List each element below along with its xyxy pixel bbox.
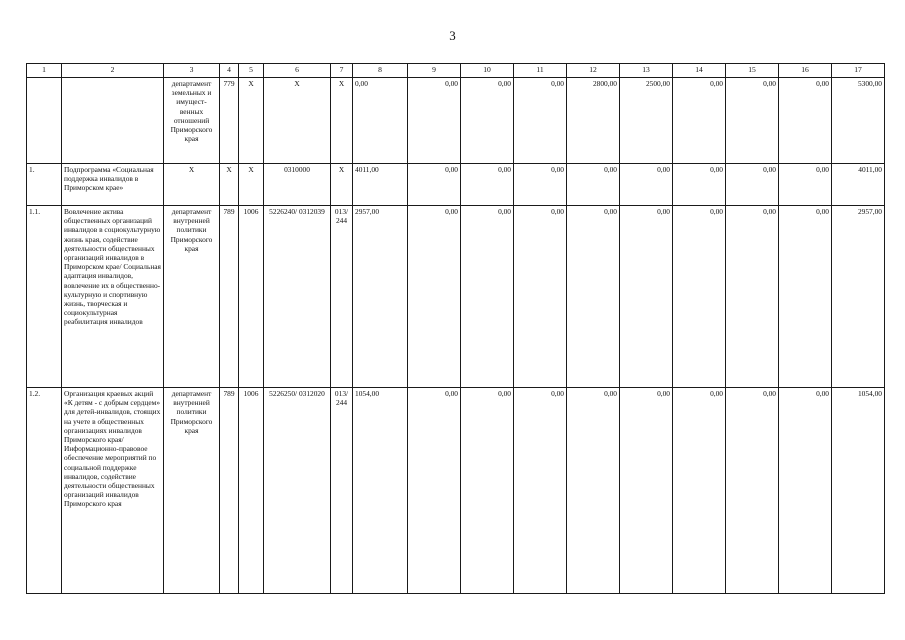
amount-cell: 0,00	[779, 78, 832, 164]
amount-cell: 0,00	[408, 78, 461, 164]
column-header: 11	[514, 64, 567, 78]
amount-cell: 0,00	[408, 388, 461, 594]
amount-cell: 0,00	[461, 78, 514, 164]
executor-cell: департамент земельных и имущест-венных отношений Приморского края	[164, 78, 220, 164]
amount-cell: 0,00	[567, 206, 620, 388]
amount-cell: 0,00	[673, 164, 726, 206]
row-number-cell: 1.	[27, 164, 62, 206]
total-cell: 4011,00	[832, 164, 885, 206]
amount-cell: 0,00	[567, 164, 620, 206]
total-cell: 1054,00	[832, 388, 885, 594]
amount-cell: 0,00	[514, 388, 567, 594]
column-header: 14	[673, 64, 726, 78]
amount-cell: 0,00	[726, 388, 779, 594]
amount-cell: 2957,00	[353, 206, 408, 388]
table-row	[27, 388, 885, 594]
budget-table	[26, 63, 885, 594]
grbs-code-cell: Х	[220, 164, 239, 206]
column-header: 4	[220, 64, 239, 78]
table-header-row	[27, 64, 885, 78]
grbs-code-cell: 789	[220, 388, 239, 594]
measure-name-cell: Подпрограмма «Социальная поддержка инвалидов в Приморском крае»	[62, 164, 164, 206]
expense-type-cell: Х	[331, 78, 353, 164]
amount-cell: 0,00	[408, 206, 461, 388]
column-header: 17	[832, 64, 885, 78]
section-code-cell: Х	[239, 78, 264, 164]
amount-cell: 0,00	[567, 388, 620, 594]
table-row	[27, 164, 885, 206]
amount-cell: 4011,00	[353, 164, 408, 206]
table-row	[27, 78, 885, 164]
row-number-cell: 1.2.	[27, 388, 62, 594]
column-header: 2	[62, 64, 164, 78]
expense-type-cell: 013/ 244	[331, 388, 353, 594]
measure-name-cell: Организация краевых акций «К детям - с добрым сердцем» для детей-инвалидов, стоящих на учете в общественных организациях инвалидов Приморского края/ Информационно-правовое обеспечение мероприятий по социальной поддержке инвалидов, содействие деятельности общественных организаций инвалидов Приморского края	[62, 388, 164, 594]
amount-cell: 0,00	[779, 388, 832, 594]
expense-type-cell: 013/ 244	[331, 206, 353, 388]
target-article-cell: Х	[264, 78, 331, 164]
amount-cell: 0,00	[673, 78, 726, 164]
executor-cell: департамент внутренней политики Приморского края	[164, 206, 220, 388]
section-code-cell: 1006	[239, 388, 264, 594]
amount-cell: 0,00	[353, 78, 408, 164]
executor-cell: Х	[164, 164, 220, 206]
amount-cell: 0,00	[673, 388, 726, 594]
section-code-cell: Х	[239, 164, 264, 206]
grbs-code-cell: 789	[220, 206, 239, 388]
amount-cell: 2500,00	[620, 78, 673, 164]
amount-cell: 0,00	[779, 164, 832, 206]
total-cell: 5300,00	[832, 78, 885, 164]
grbs-code-cell: 779	[220, 78, 239, 164]
amount-cell: 0,00	[514, 164, 567, 206]
target-article-cell: 5226240/ 0312039	[264, 206, 331, 388]
column-header: 6	[264, 64, 331, 78]
executor-cell: департамент внутренней политики Приморского края	[164, 388, 220, 594]
amount-cell: 0,00	[408, 164, 461, 206]
amount-cell: 0,00	[673, 206, 726, 388]
measure-name-cell	[62, 78, 164, 164]
row-number-cell: 1.1.	[27, 206, 62, 388]
column-header: 12	[567, 64, 620, 78]
amount-cell: 0,00	[620, 388, 673, 594]
measure-name-cell: Вовлечение актива общественных организаций инвалидов в социокультурную жизнь края, содействие деятельности общественных организаций инвалидов в Приморском крае/ Социальная адаптация инвалидов, вовлечение их в общественно-культурную и спортивную жизнь, творческая и социокультурная реабилитация инвалидов	[62, 206, 164, 388]
amount-cell: 0,00	[461, 388, 514, 594]
column-header: 15	[726, 64, 779, 78]
amount-cell: 0,00	[726, 78, 779, 164]
column-header: 7	[331, 64, 353, 78]
page-number: 3	[449, 28, 456, 43]
amount-cell: 0,00	[461, 206, 514, 388]
amount-cell: 2800,00	[567, 78, 620, 164]
amount-cell: 0,00	[726, 164, 779, 206]
amount-cell: 0,00	[726, 206, 779, 388]
target-article-cell: 0310000	[264, 164, 331, 206]
amount-cell: 0,00	[620, 164, 673, 206]
amount-cell: 1054,00	[353, 388, 408, 594]
amount-cell: 0,00	[514, 78, 567, 164]
row-number-cell	[27, 78, 62, 164]
amount-cell: 0,00	[620, 206, 673, 388]
total-cell: 2957,00	[832, 206, 885, 388]
column-header: 13	[620, 64, 673, 78]
expense-type-cell: Х	[331, 164, 353, 206]
target-article-cell: 5226250/ 0312020	[264, 388, 331, 594]
amount-cell: 0,00	[514, 206, 567, 388]
amount-cell: 0,00	[461, 164, 514, 206]
table-row	[27, 206, 885, 388]
column-header: 5	[239, 64, 264, 78]
column-header: 9	[408, 64, 461, 78]
column-header: 10	[461, 64, 514, 78]
column-header: 16	[779, 64, 832, 78]
section-code-cell: 1006	[239, 206, 264, 388]
column-header: 8	[353, 64, 408, 78]
column-header: 3	[164, 64, 220, 78]
amount-cell: 0,00	[779, 206, 832, 388]
column-header: 1	[27, 64, 62, 78]
